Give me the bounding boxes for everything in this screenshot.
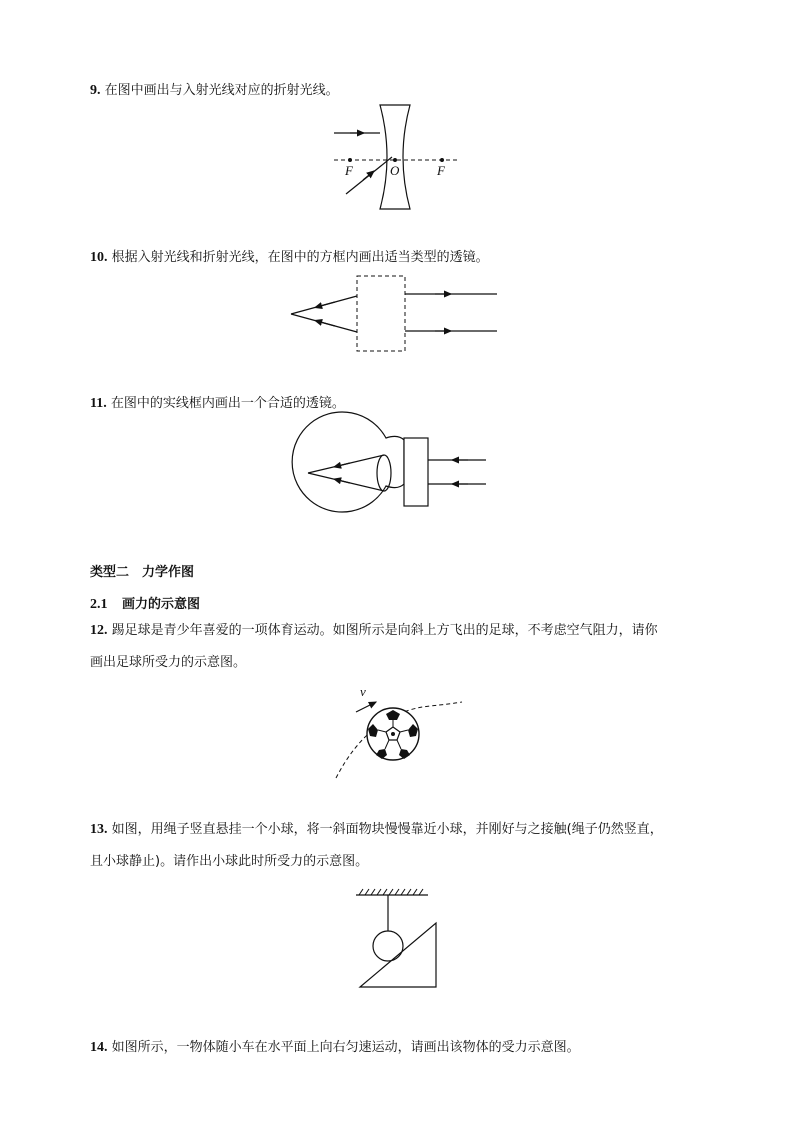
dashed-box [357,276,405,351]
concave-lens [380,105,410,209]
eye-lens [377,455,391,491]
question-text: 在图中画出与入射光线对应的折射光线。 [104,83,339,98]
subsection-text: 画力的示意图 [122,597,201,612]
label-f-right: F [437,163,445,178]
question-text-line2: 且小球静止)。请作出小球此时所受力的示意图。 [90,854,369,869]
question-11 [90,394,345,414]
ray-arrow [315,321,335,327]
question-text: 根据入射光线和折射光线，在图中的方框内画出适当类型的透镜。 [111,250,489,265]
question-13 [90,820,663,840]
question-text: 在图中的实线框内画出一个合适的透镜。 [110,396,345,411]
question-13-line2 [90,852,368,872]
focus-point-right [440,158,444,162]
incline-block [360,923,436,987]
question-12 [90,621,658,641]
ray-arrow [363,171,374,180]
question-number: 10. [90,250,108,265]
velocity-label: v [360,684,366,699]
question-10 [90,248,489,268]
question-14 [90,1038,580,1058]
section-title: 类型二 力学作图 [90,565,195,580]
ray-arrow [334,463,350,467]
eye-diagram [300,420,500,525]
optical-center-point [393,158,397,162]
question-9 [90,81,339,101]
question-12-line2 [90,653,246,673]
ball [373,931,403,961]
ray-arrow [334,479,350,483]
concave-lens-diagram [330,105,470,215]
question-text: 如图所示，一物体随小车在水平面上向右匀速运动，请画出该物体的受力示意图。 [111,1040,580,1055]
question-number: 11. [90,396,107,411]
ceiling [356,889,428,895]
subsection-title [90,593,200,613]
ray-arrow [315,302,335,308]
solid-box [404,438,428,506]
question-number: 12. [90,623,108,638]
question-number: 13. [90,822,108,837]
eyeball [292,412,404,512]
label-f-left: F [345,163,353,178]
focus-point-left [348,158,352,162]
subsection-number: 2.1 [90,597,108,612]
question-text-line1: 如图，用绳子竖直悬挂一个小球，将一斜面物块慢慢靠近小球，并刚好与之接触(绳子仍然竖直， [111,822,663,837]
lens-box-diagram [285,270,505,360]
question-number: 9. [90,83,101,98]
label-o: O [390,163,400,178]
question-number: 14. [90,1040,108,1055]
football [367,708,419,760]
hanging-ball-diagram [350,885,450,995]
velocity-arrow [356,702,376,712]
football-diagram [330,682,470,782]
question-text-line2: 画出足球所受力的示意图。 [90,655,247,670]
question-text-line1: 踢足球是青少年喜爱的一项体育运动。如图所示是向斜上方飞出的足球，不考虑空气阻力，请你 [111,623,658,638]
